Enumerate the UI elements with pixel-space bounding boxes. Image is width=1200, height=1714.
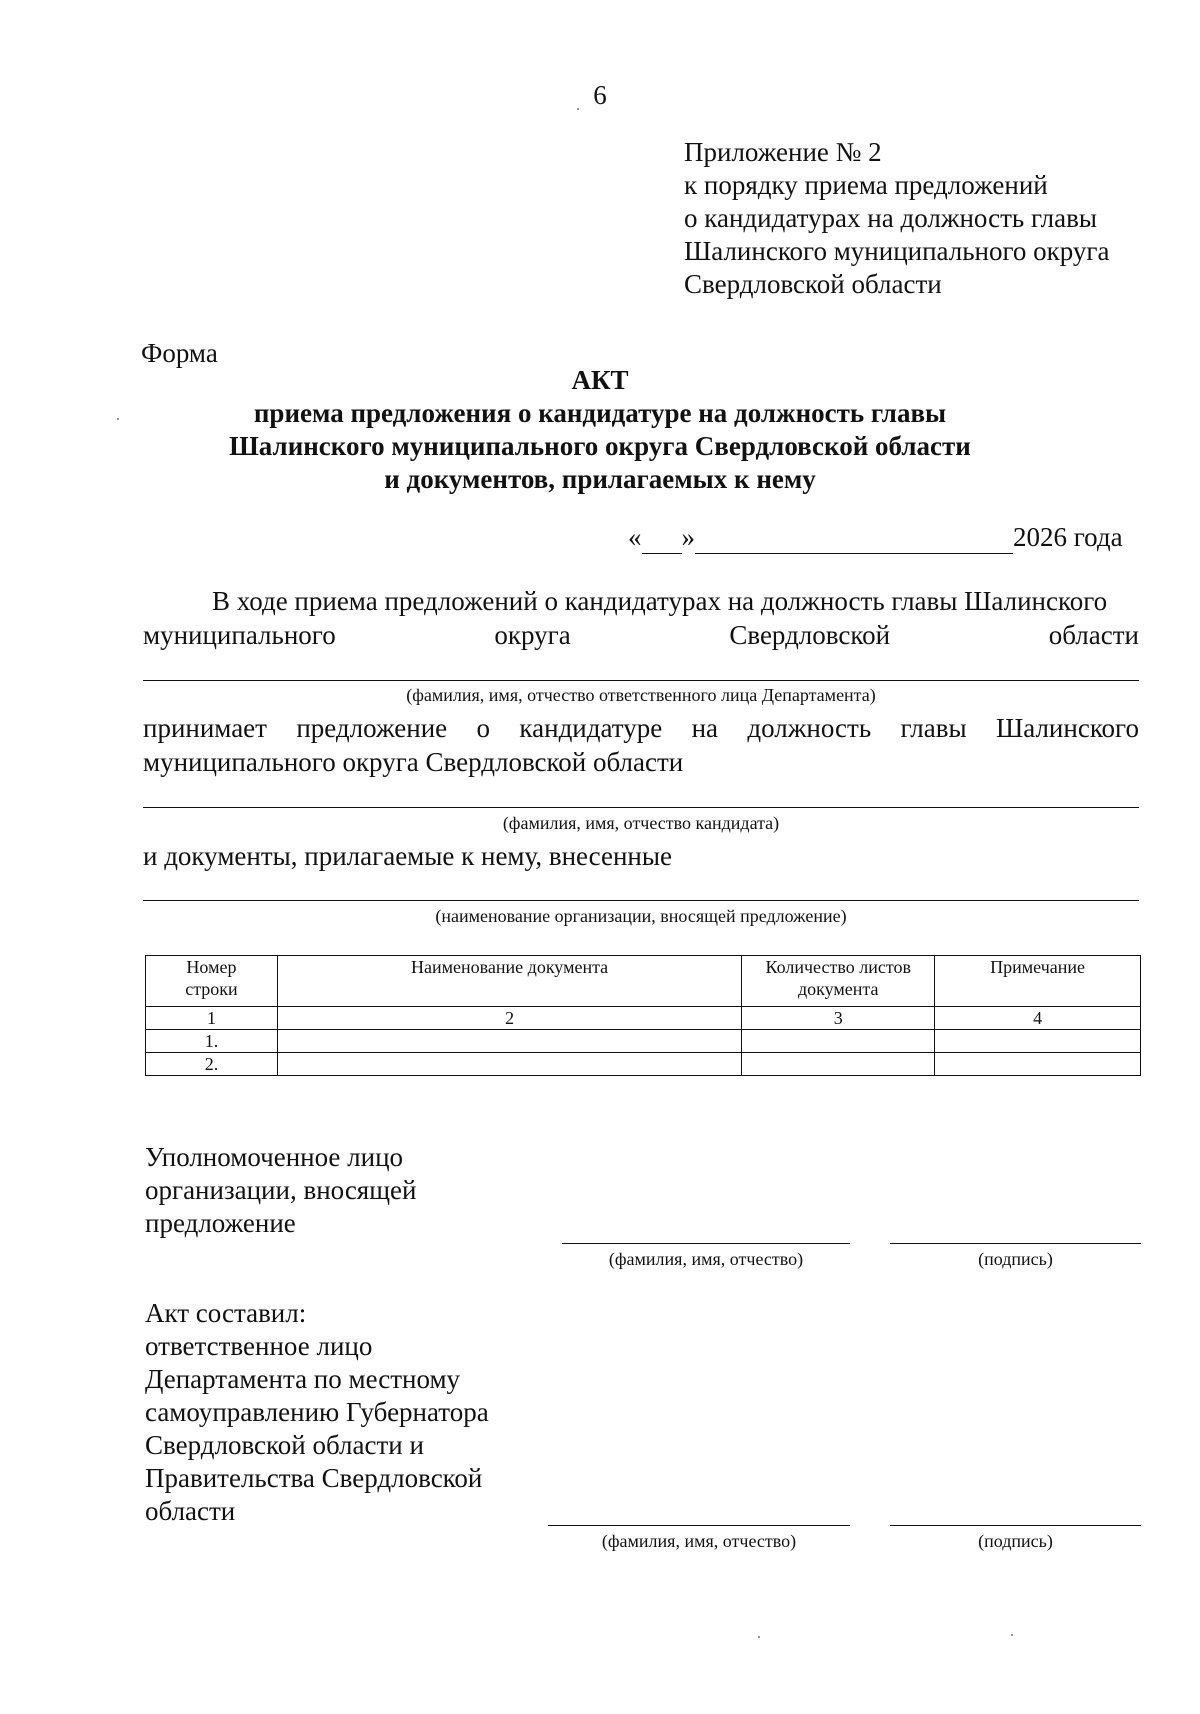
word: должность: [747, 713, 872, 743]
table-cell: 3: [742, 1007, 935, 1030]
appendix-line: Шалинского муниципального округа: [684, 236, 1110, 266]
day-field[interactable]: [642, 527, 682, 554]
table-cell: 2.: [146, 1053, 278, 1076]
table-cell: 1: [146, 1007, 278, 1030]
word: о: [476, 713, 491, 743]
word: кандидатуре: [519, 713, 663, 743]
signatory-name-field[interactable]: [562, 1243, 850, 1244]
paragraph-line: [143, 711, 1139, 745]
appendix-line: к порядку приема предложений: [684, 170, 1048, 200]
scan-speck: [577, 108, 579, 110]
signature-line: Правительства Свердловской: [145, 1463, 483, 1493]
word: Свердловской: [729, 620, 891, 650]
table-row: [146, 1053, 1141, 1076]
signature-line: самоуправлению Губернатора: [145, 1397, 489, 1427]
word: на: [691, 713, 719, 743]
month-field[interactable]: [695, 527, 1013, 554]
table-cell: 1.: [146, 1030, 278, 1053]
document-title: [0, 364, 1200, 496]
table-header-row: [146, 956, 1141, 1007]
table-cell[interactable]: [742, 1030, 935, 1053]
word: предложение: [296, 713, 448, 743]
table-cell[interactable]: [935, 1053, 1141, 1076]
column-number-row: [146, 1007, 1141, 1030]
caption-candidate: (фамилия, имя, отчество кандидата): [502, 813, 780, 833]
appendix-block: [684, 136, 1109, 301]
header-cell: Номер строки: [146, 956, 278, 1007]
documents-table: [145, 955, 1141, 1076]
signature-block-2: [145, 1297, 489, 1528]
signature-line: области: [145, 1496, 236, 1526]
word: принимает: [143, 713, 267, 743]
word: области: [1048, 620, 1139, 650]
caption-official: (фамилия, имя, отчество ответственного лица Департамента): [406, 685, 876, 705]
paragraph-2: [143, 711, 1139, 779]
paragraph-3: [143, 839, 1139, 873]
official-name-field[interactable]: [143, 680, 1139, 681]
title-heading: АКТ: [571, 365, 629, 395]
date-line: [628, 520, 1123, 554]
header-cell: Примечание: [935, 956, 1141, 1007]
header-cell: Наименование документа: [277, 956, 741, 1007]
caption-name: (фамилия, имя, отчество): [601, 1531, 797, 1551]
appendix-line: Приложение № 2: [684, 137, 882, 167]
table-row: [146, 1030, 1141, 1053]
header-cell: Количество листов документа: [742, 956, 935, 1007]
table-cell[interactable]: [935, 1030, 1141, 1053]
table-cell[interactable]: [277, 1030, 741, 1053]
signature-field[interactable]: [890, 1243, 1141, 1244]
signature-line: ответственное лицо: [145, 1331, 373, 1361]
table-cell[interactable]: [742, 1053, 935, 1076]
signature-line: предложение: [145, 1208, 296, 1238]
page-number: 6: [593, 80, 607, 110]
title-line: приема предложения о кандидатуре на должность главы: [253, 398, 947, 428]
title-line: Шалинского муниципального округа Свердловской области: [229, 431, 971, 461]
word: главы: [900, 713, 967, 743]
caption-signature: (подпись): [978, 1531, 1053, 1551]
signature-line: Свердловской области и: [145, 1430, 424, 1460]
word: Шалинского: [996, 713, 1139, 743]
paragraph-line: В ходе приема предложений о кандидатурах на должность главы Шалинского: [212, 586, 1108, 616]
caption-signature: (подпись): [978, 1249, 1053, 1269]
paragraph-1: [143, 584, 1139, 652]
form-label: Форма: [141, 338, 218, 368]
signature-line: Департамента по местному: [145, 1364, 461, 1394]
paragraph-line: [143, 618, 1139, 652]
paragraph-line: муниципального округа Свердловской области: [143, 747, 684, 777]
candidate-name-field[interactable]: [143, 807, 1139, 808]
scan-speck: [117, 418, 119, 420]
appendix-line: о кандидатурах на должность главы: [684, 203, 1097, 233]
appendix-line: Свердловской области: [684, 269, 942, 299]
date-open-quote: «: [628, 522, 642, 552]
table-cell[interactable]: [277, 1053, 741, 1076]
signature-line: Акт составил:: [145, 1298, 307, 1328]
paragraph-line: и документы, прилагаемые к нему, внесенные: [143, 841, 672, 871]
signature-block-1: [145, 1141, 416, 1240]
table-cell: 4: [935, 1007, 1141, 1030]
scan-speck: [1011, 1634, 1013, 1636]
word: муниципального: [143, 620, 336, 650]
signature-line: Уполномоченное лицо: [145, 1142, 404, 1172]
compiler-name-field[interactable]: [548, 1525, 850, 1526]
table-cell: 2: [277, 1007, 741, 1030]
scan-speck: [758, 1636, 760, 1638]
caption-name: (фамилия, имя, отчество): [608, 1249, 804, 1269]
compiler-signature-field[interactable]: [890, 1525, 1141, 1526]
title-line: и документов, прилагаемых к нему: [384, 464, 816, 494]
date-year: 2026 года: [1013, 522, 1123, 552]
word: округа: [494, 620, 571, 650]
organization-name-field[interactable]: [143, 900, 1139, 901]
date-close-quote: »: [681, 522, 695, 552]
caption-organization: (наименование организации, вносящей предложение): [435, 906, 847, 926]
signature-line: организации, вносящей: [145, 1175, 417, 1205]
